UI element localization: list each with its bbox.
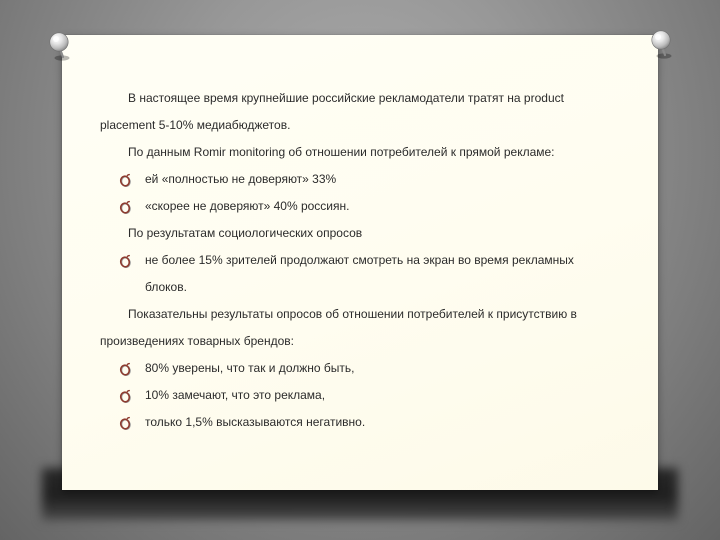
pushpin-icon: [649, 29, 675, 61]
bullet-text: ей «полностью не доверяют» 33%: [145, 172, 337, 186]
paragraph: По результатам социологических опросов: [128, 226, 363, 240]
paper-sheet: [62, 35, 658, 490]
paragraph: По данным Romir monitoring об отношении потребителей к прямой рекламе:: [128, 145, 555, 159]
pin-bullet-icon: [118, 382, 132, 409]
pin-bullet-icon: [118, 193, 132, 220]
bullet-item: [100, 193, 616, 220]
paragraph: В настоящее время крупнейшие российские рекламодатели тратят на product placement 5-10% медиабюджетов.: [100, 91, 564, 132]
bullet-text: только 1,5% высказываются негативно.: [145, 415, 366, 429]
bullet-item: [100, 247, 616, 301]
bullet-item: [100, 166, 616, 193]
bullet-text: 80% уверены, что так и должно быть,: [145, 361, 355, 375]
pushpin-icon: [47, 31, 73, 63]
pin-bullet-icon: [118, 166, 132, 193]
bullet-text: «скорее не доверяют» 40% россиян.: [145, 199, 350, 213]
slide-content: [100, 85, 616, 436]
bullet-text: 10% замечают, что это реклама,: [145, 388, 326, 402]
bullet-item: [100, 382, 616, 409]
paragraph: Показательны результаты опросов об отношении потребителей к присутствию в произведениях товарных брендов:: [100, 307, 577, 348]
bullet-item: [100, 355, 616, 382]
pin-bullet-icon: [118, 355, 132, 382]
bullet-item: [100, 409, 616, 436]
pin-bullet-icon: [118, 409, 132, 436]
bullet-text: не более 15% зрителей продолжают смотреть на экран во время рекламных блоков.: [145, 253, 574, 294]
pin-bullet-icon: [118, 247, 132, 274]
